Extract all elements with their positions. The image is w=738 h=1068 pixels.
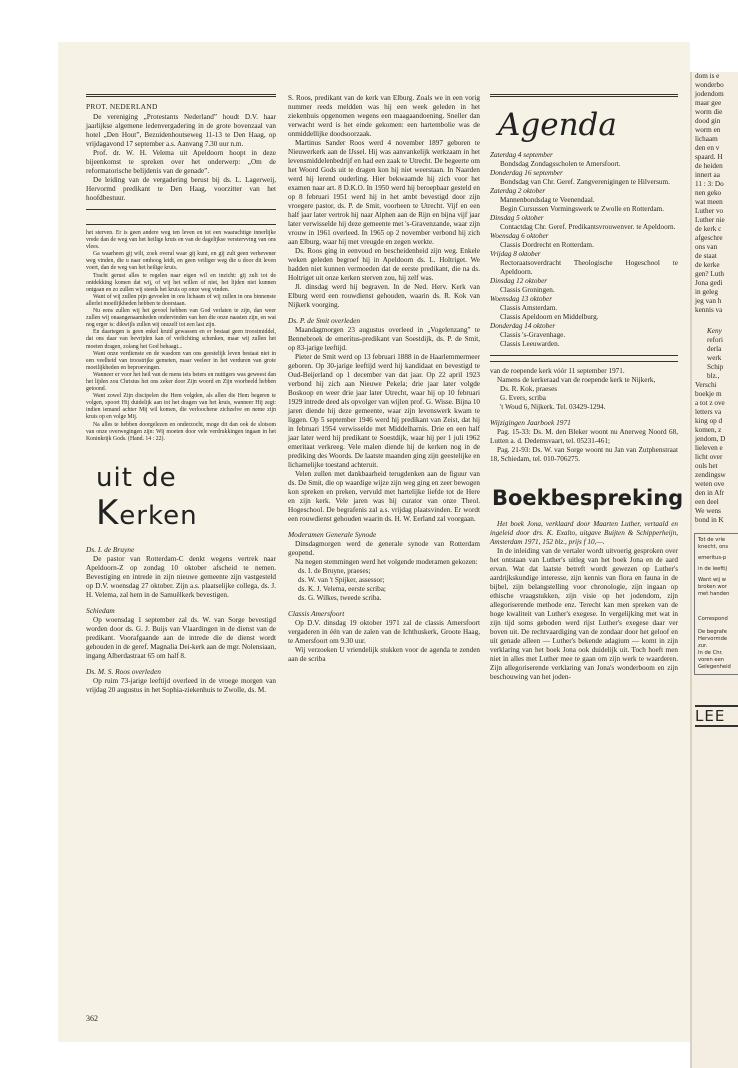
agenda-line: Begin Cursussen Vormingswerk te Zwolle en Rotterdam. — [500, 205, 665, 213]
paragraph: Jl. dinsdag werd hij begraven. In de Ned. Herv. Kerk van Elburg werd een rouwdienst gehouden, waarin ds. R. Kok van Nijkerk voorging. — [288, 283, 480, 309]
text-line: de kerke — [695, 261, 720, 269]
section-rule — [490, 94, 678, 97]
section-rule — [86, 224, 276, 225]
text-line: komen, z — [695, 426, 722, 434]
newspaper-page — [58, 42, 690, 1042]
paragraph: Want onze verdienste en de wasdom van ons geestelijk leven bestaat niet in een veelheid van troostrijke gemeten, maar veeleer in het verduren van grote moeilijkheden en beproevingen. — [86, 350, 276, 371]
text-line: blz., — [707, 372, 720, 380]
paragraph: De pastor van Rotterdam-C denkt wegens vertrek naar Apeldoorn-Z op zondag 10 oktober afscheid te nemen. Bevestiging en intrede in zijn nieuwe gemeente zijn vastgesteld op D.V. woensdag 27 oktober. Zijn a.s. plaatselijke collega, ds. J. H. Velema, zal hem in de Samuëlkerk bevestigen. — [86, 554, 276, 599]
text-line: We wens — [695, 507, 721, 515]
text-line: spaard. H — [695, 153, 723, 161]
section-rule — [490, 355, 678, 356]
paragraph: Martinus Sander Roos werd 4 november 1897 geboren te Nieuwerkerk aan de IJssel. Hij was aanvankelijk werkzaam in het levensmiddelenbedrijf en had een zaak te Utrecht. De begeerte om het Woord Gods uit te dragen kon hij niet weerstaan. In Naarden werd hij lerend ouderling. Hier bekwaamde hij zich voor het examen naar art. 8 D.K.O. In 1950 werd hij beroepbaar gesteld en op 8 februari 1951 werd hij in het ambt bevestigd door zijn vroegere pastor, ds. P. de Smit, voorheen te Utrecht. Vijf en een half jaar later vertrok hij naar Alphen aan de Rijn en bijna vijf jaar later verwisselde hij deze gemeente met 's-Gravenzande, waar zijn vrouw in 1961 overleed. In 1965 op 2 november verbond hij zich aan Elburg, waar hij met vreugde en zegen werkte. — [288, 139, 480, 246]
paragraph: Velen zullen met dankbaarheid terugdenken aan de figuur van ds. De Smit, die op waardige wijze zijn weg ging en zeer bewogen kon spreken en preken, vervuld met hartelijke liefde tot de Here en zijn kerk. Vele jaren was hij curator van onze Theol. Hogeschool. De begrafenis zal a.s. vrijdag plaatsvinden. Er wordt een rouwdienst gehouden waarin ds. H. W. Eerland zal voorgaan. — [288, 470, 480, 523]
text-line: ouls het — [695, 462, 718, 470]
paragraph: Na negen stemmingen werd het volgende moderamen gekozen: — [295, 558, 478, 566]
paragraph: Ga waarheen gij wilt, zoek overal waar gij kunt, en gij zult geen verhevener weg vinden, die u naar omhoog leidt, en geen veiliger weg die u door dit leven voert, dan de weg van het heilige kruis. — [86, 251, 276, 272]
paragraph: De leiding van de vergadering berust bij ds. L. Lagerweij, Hervormd predikant te Den Haag, voorzitter van het hoofdbestuur. — [86, 176, 276, 202]
text-line: letters va — [695, 408, 722, 416]
text-line: boekje m — [695, 390, 722, 398]
heading-part: erken — [119, 500, 198, 531]
agenda-line: Classis Groningen. — [500, 286, 555, 294]
section-rule — [86, 209, 276, 210]
agenda-line: Contactdag Chr. Geref. Predikantsvrouwenver. te Apeldoorn. — [500, 223, 676, 231]
paragraph: Nu eens zullen wij het gevoel hebben van God verlaten te zijn, dan weer zullen wij onaangenaamheden ondervinden van hen die onze naasten zijn, en wat nog erger is: dikwijls zullen wij onszelf tot een last zijn. — [86, 308, 276, 329]
text-line: met handen — [698, 591, 730, 597]
text-line: Hervormde — [698, 636, 728, 642]
agenda-date: Woensdag 6 oktober — [490, 232, 549, 240]
text-line: gen? Luth — [695, 270, 724, 278]
text-line: in de leeftij — [698, 566, 727, 572]
text-line: kennis va — [695, 306, 723, 314]
list-item: ds. I. de Bruyne, praeses; — [298, 567, 371, 575]
paragraph: S. Roos, predikant van de kerk van Elburg. Zoals we in een vorig nummer reeds meldden was hij een week geleden in het ziekenhuis opgenomen wegens een maagaandoening. Sneller dan verwacht werd is het einde gekomen: een hartembolie was de onmiddellijke doodsoorzaak. — [288, 94, 480, 138]
subheading: Ds. I. de Bruyne — [86, 544, 135, 554]
text-line: een deel — [695, 498, 719, 506]
agenda-item — [490, 151, 678, 169]
paragraph: De vereniging „Protestants Nederland” houdt D.V. haar jaarlijkse algemene ledenvergadering in de grote bovenzaal van hotel „Den Hout”, Bezuidenhoutseweg 11-13 te Den Haag, op vrijdagavond 17 september a.s. Aanvang 7.30 uur n.m. — [86, 113, 276, 148]
agenda-line: Bondsdag Zondagsscholen te Amersfoort. — [500, 160, 621, 168]
agenda-item — [490, 232, 678, 250]
text-line: jendom, D — [695, 435, 726, 443]
adjacent-heading: LEE — [695, 705, 738, 727]
text-line: a tot z ove — [695, 399, 725, 407]
agenda-line: Classis Apeldoorn en Middelburg. — [500, 313, 599, 321]
paragraph: Pieter de Smit werd op 13 februari 1888 in de Haarlemmermeer geboren. Op 30-jarige leeftijd werd hij kandidaat en bevestigd te Oud-Beijerland op 1 december van dat jaar. Op 22 april 1923 verbond hij zich aan Nieuwe Pekela; drie jaar later volgde Boskoop en weer drie jaar later Utrecht, waar hij op 10 februari 1929 intrede deed als opvolger van wijlen prof. G. Wisse. Bijna 10 jaren diende hij deze gemeente, waar zijn levenswerk kwam te liggen. Op 5 september 1946 werd hij predikant van Zeist, dat hij in februari 1954 verwisselde met Middelharnis. Drie en een half jaar later werd hij predikant te Soestdijk, waar hij per 1 juli 1962 emeritaat verkreeg. Vele malen diende hij de kerken nog in de prediking des Woords. De laatste maanden ging zijn geestelijke en lichamelijke toestand achteruit. — [288, 353, 481, 469]
subheading: Classis Amersfoort — [288, 609, 345, 618]
agenda-item — [490, 169, 678, 187]
paragraph: Want of wij zullen pijn gevoelen in ons lichaam of wij zullen in ons binnenste allerlei moeilijkheden hebben te doorstaan. — [86, 293, 276, 307]
paragraph: Pag. 21-93: Ds. W. van Sorge woont nu Jan van Zutphenstraat 18, Schiedam, tel. 010-706275. — [490, 446, 678, 463]
adjacent-notice-box — [694, 533, 738, 675]
text-line: king op d — [695, 417, 723, 425]
adjacent-page — [690, 72, 738, 1068]
text-line: wat meen — [695, 198, 723, 206]
text-line: refori — [707, 336, 723, 344]
text-line: in geleg — [695, 288, 718, 296]
agenda-date: Zaterdag 2 oktober — [490, 187, 546, 195]
section-heading-prot-nederland: PROT. NEDERLAND — [86, 102, 158, 111]
list-item: G. Evers, scriba — [500, 394, 546, 402]
agenda-line: Classis 's-Gravenhage. — [500, 331, 566, 339]
boekbespreking-title: Boekbespreking — [492, 486, 684, 510]
adjacent-text-kenya — [692, 327, 738, 525]
agenda-line: Mannenbondsdag te Veenendaal. — [500, 196, 595, 204]
text-line: de staat — [695, 252, 717, 260]
agenda-date: Zaterdag 4 september — [490, 151, 553, 159]
text-line: ons van — [695, 243, 718, 251]
paragraph: Ds. Roos ging in eenvoud en bescheidenheid zijn weg. Enkele weken geleden begroef hij in Apeldoorn ds. L. Holtriget. We hadden niet kunnen vermoeden dat de eerste predikant, die na ds. Holtriget uit onze kerken sterven zou, hij zelf was. — [288, 247, 480, 282]
text-line: De begrafe — [698, 629, 727, 635]
agenda-line: Bondsdag van Chr. Geref. Zangverenigingen te Hilversum. — [500, 178, 670, 186]
section-rule — [490, 361, 678, 362]
text-line: In de Chr. — [698, 650, 723, 656]
text-line: voren een — [698, 657, 725, 663]
text-line: de heiden — [695, 162, 723, 170]
agenda-item — [490, 214, 678, 232]
paragraph: het sterven. Er is geen andere weg ten leven en tot een waarachtige innerlijke vrede dan de weg van het heilige kruis en van de dagelijkse verstervving van ons vlees. — [86, 230, 276, 251]
heading-uit-de-kerken — [96, 463, 276, 533]
page-number: 362 — [86, 1014, 98, 1023]
adjacent-text-top — [692, 72, 738, 315]
list-item: Ds. R. Kok, praeses — [500, 385, 558, 393]
agenda-line: Classis Amsterdam. — [500, 304, 558, 312]
text-line: lichaam — [695, 135, 718, 143]
list-item: 't Woud 6, Nijkerk. Tel. 03429-1294. — [500, 403, 606, 411]
text-line: de kerk c — [695, 225, 722, 233]
text-line: worm en — [695, 126, 721, 134]
text-line: Correspond — [698, 616, 728, 622]
agenda-line: Classis Leeuwarden. — [500, 340, 560, 348]
agenda-line: Rectoraatsoverdracht Theologische Hogeschool te Apeldoorn. — [500, 259, 678, 276]
agenda-date: Vrijdag 8 oktober — [490, 250, 541, 258]
text-line: Luther nie — [695, 216, 725, 224]
agenda-title: Agenda — [498, 107, 617, 143]
section-rule — [86, 94, 276, 97]
text-line: werk — [707, 354, 722, 362]
subheading: Wijzigingen Jaarboek 1971 — [490, 418, 571, 427]
text-line: innert aa — [695, 171, 720, 179]
text-line: maar gee — [695, 99, 722, 107]
list-item: ds. W. van 't Spijker, assessor; — [298, 576, 385, 584]
text-line: wonderbo — [695, 81, 724, 89]
text-line: afgeschre — [695, 234, 723, 242]
text-line: dom is e — [695, 72, 720, 80]
heading-initial: K — [96, 492, 120, 533]
agenda-date: Dinsdag 5 oktober — [490, 214, 544, 222]
paragraph: Prof. dr. W. H. Velema uit Apeldoorn hoopt in deze bijeenkomst te spreken over het onderwerp: „Om de reformatorische belijdenis van de genade”. — [86, 149, 276, 175]
text-line: zur. — [698, 643, 708, 649]
list-item: ds. G. Wilkes, tweede scriba. — [298, 594, 382, 602]
text-line: derla — [707, 345, 722, 353]
paragraph: Wij verzoeken U vriendelijk stukken voor de agenda te zenden aan de scriba — [288, 646, 480, 663]
agenda-item — [490, 187, 678, 214]
text-line: Luther vo — [695, 207, 724, 215]
text-line: licht over — [695, 453, 723, 461]
text-line: Keny — [707, 327, 722, 335]
agenda-date: Donderdag 14 oktober — [490, 322, 556, 330]
text-line: Verschi — [695, 381, 717, 389]
text-line: dood gin — [695, 117, 721, 125]
agenda-item — [490, 250, 678, 277]
paragraph: Namens de kerkeraad van de roepende kerk te Nijkerk, — [497, 376, 656, 384]
subheading: Ds. P. de Smit overleden — [288, 316, 361, 325]
agenda-item — [490, 295, 678, 322]
column-left — [86, 94, 276, 695]
paragraph: Dinsdagmorgen werd de generale synode van Rotterdam geopend. — [288, 540, 480, 557]
text-line: den en v — [695, 144, 720, 152]
text-line: 11 : 3: Do — [695, 180, 724, 188]
heading-part: uit de — [96, 462, 177, 493]
agenda-date: Dinsdag 12 oktober — [490, 277, 548, 285]
agenda-item — [490, 322, 678, 349]
paragraph: Op D.V. dinsdag 19 oktober 1971 zal de classis Amersfoort vergaderen in één van de zalen van de Ichthuskerk, Groote Haag, te Amersfoort om 9.30 uur. — [288, 619, 480, 645]
paragraph: van de roepende kerk vóór 11 september 1971. — [490, 367, 625, 375]
paragraph: Want zowel Zijn discipelen die Hem volgden, als allen die Hem begeren te volgen, spoort Hij duidelijk aan tot het dragen van het kruis, wanneer Hij zegt: indien iemand achter Mij wil komen, die verloochene zichzelve en neme zijn kruis op en volge Mij. — [86, 393, 276, 421]
text-line: den in Afr — [695, 489, 725, 497]
subheading: Moderamen Generale Synode — [288, 530, 377, 539]
text-line: broken wor — [698, 584, 727, 590]
agenda-item — [490, 277, 678, 295]
paragraph: Na alles te hebben doorgelezen en onderzocht, moge dit dan ook de slotsom van onze overwegingen zijn: Wij moeten door vele verdrukkingen ingaan in het Koninkrijk Gods. (Hand. 14 : 22). — [86, 421, 276, 442]
paragraph: En daartegen is geen enkel kruid gewassen en er bestaat geen troostmiddel, dat ons daar van bevrijden kan of verlichting schenken, maar wij zullen het moeten dragen, zolang het God behaagt... — [86, 329, 276, 350]
agenda-list — [490, 151, 678, 349]
subheading: Schiedam — [86, 605, 115, 615]
text-line: Gelegenheid — [698, 664, 731, 670]
list-item: ds. K. J. Velema, eerste scriba; — [298, 585, 386, 593]
text-line: jeg van h — [695, 297, 722, 305]
subheading: Ds. M. S. Roos overleden — [86, 666, 161, 676]
text-line: weten ove — [695, 480, 725, 488]
paragraph: In de inleiding van de vertaler wordt uitvoerig gesproken over het ontstaan van Luther's uitleg van het boek Jona en de aard ervan. Wat dat laatste betreft wordt gewezen op Luther's aardrijkskundige interesse, zijn kennis van flora en fauna in de bijbel, zijn belangstelling voor chronologie, zijn ingaan op ethische vraagstukken, zijn visie op het jodendom, zijn allegoriserende methode enz. Terecht kan men spreken van de hoge kwaliteit van Luther's exegese. In vergelijking met wat in zijn tijd soms geboden werd rijst Luther's exegese daar ver boven uit. De rechtvaardiging van de zondaar door het geloof en uit genade alleen — Luther's bekende adagium — komt in zijn verklaring van het boek Jona ook duidelijk uit. Toch hoeft men niet in alles met Luther mee te gaan om zijn werk te waarderen. Zijn allegoriserende verklaring van Jona's wonderboom en zijn beschouwing van het joden- — [490, 547, 678, 681]
text-line: Jona gedi — [695, 279, 723, 287]
paragraph: Op woensdag 1 september zal ds. W. van Sorge bevestigd worden door ds. G. J. Buijs van Vlaardingen in de dienst van de predikant. Voorafgaande aan de intrede die de dienst wordt gehouden in de geref. Magnalia Dei-kerk aan de mgr. Nolensiaan, ingang Alberdastraat 65 om half 8. — [86, 615, 276, 660]
agenda-date: Donderdag 16 september — [490, 169, 563, 177]
text-line: bond in K — [695, 516, 724, 524]
paragraph: Op ruim 73-jarige leeftijd overleed in de vroege morgen van vrijdag 20 augustus in het Sophia-ziekenhuis te Zwolle, ds. M. — [86, 676, 276, 694]
paragraph: Maandagmorgen 23 augustus overleed in „Vogelenzang” te Bennebroek de emeritus-predikant van Soestdijk, ds. P. de Smit, op 83-jarige leeftijd. — [288, 326, 480, 352]
text-line: zendingsw — [695, 471, 726, 479]
column-right — [490, 94, 684, 682]
text-line: jodendom — [695, 90, 724, 98]
book-citation: Het boek Jona, verklaard door Maarten Luther, vertaald en ingeleid door drs. K. Exalto, uitgave Buijten & Schipperheijn, Amsterdam 1971, 152 blz., prijs f 10,—. — [490, 520, 678, 546]
paragraph: Tracht gerust alles te regelen naar eigen wil en inzicht: gij zult tot de ontdekking komen dat wij, of wij het willen of niet, het lijden niet kunnen ontgaan en zo zullen wij steeds het kruis op onze weg vinden. — [86, 272, 276, 293]
column-middle — [288, 94, 480, 664]
paragraph: Wanneer er voor het heil van de mens iets beters en nuttigers was geweest dan het lijden zou Christus het ons zeker door Zijn woord en Zijn voorbeeld hebben getoond. — [86, 371, 276, 393]
text-line: lieleven e — [695, 444, 723, 452]
text-line: emeritus-p — [698, 555, 727, 561]
text-line: Schip — [707, 363, 724, 371]
text-line: Tot de vrie — [698, 537, 726, 543]
text-line: Want wij w — [698, 577, 726, 583]
meditation-text — [86, 230, 276, 443]
agenda-line: Classis Dordrecht en Rotterdam. — [500, 241, 594, 249]
text-line: nen geko — [695, 189, 722, 197]
text-line: knecht, ons — [698, 544, 729, 550]
agenda-date: Woensdag 13 oktober — [490, 295, 553, 303]
paragraph: Pag. 15-33: Ds. M. den Bleker woont nu Anerweg Noord 68, Lutten a. d. Dedemsvaart, tel. 05231-461; — [490, 428, 678, 445]
text-line: worm die — [695, 108, 723, 116]
